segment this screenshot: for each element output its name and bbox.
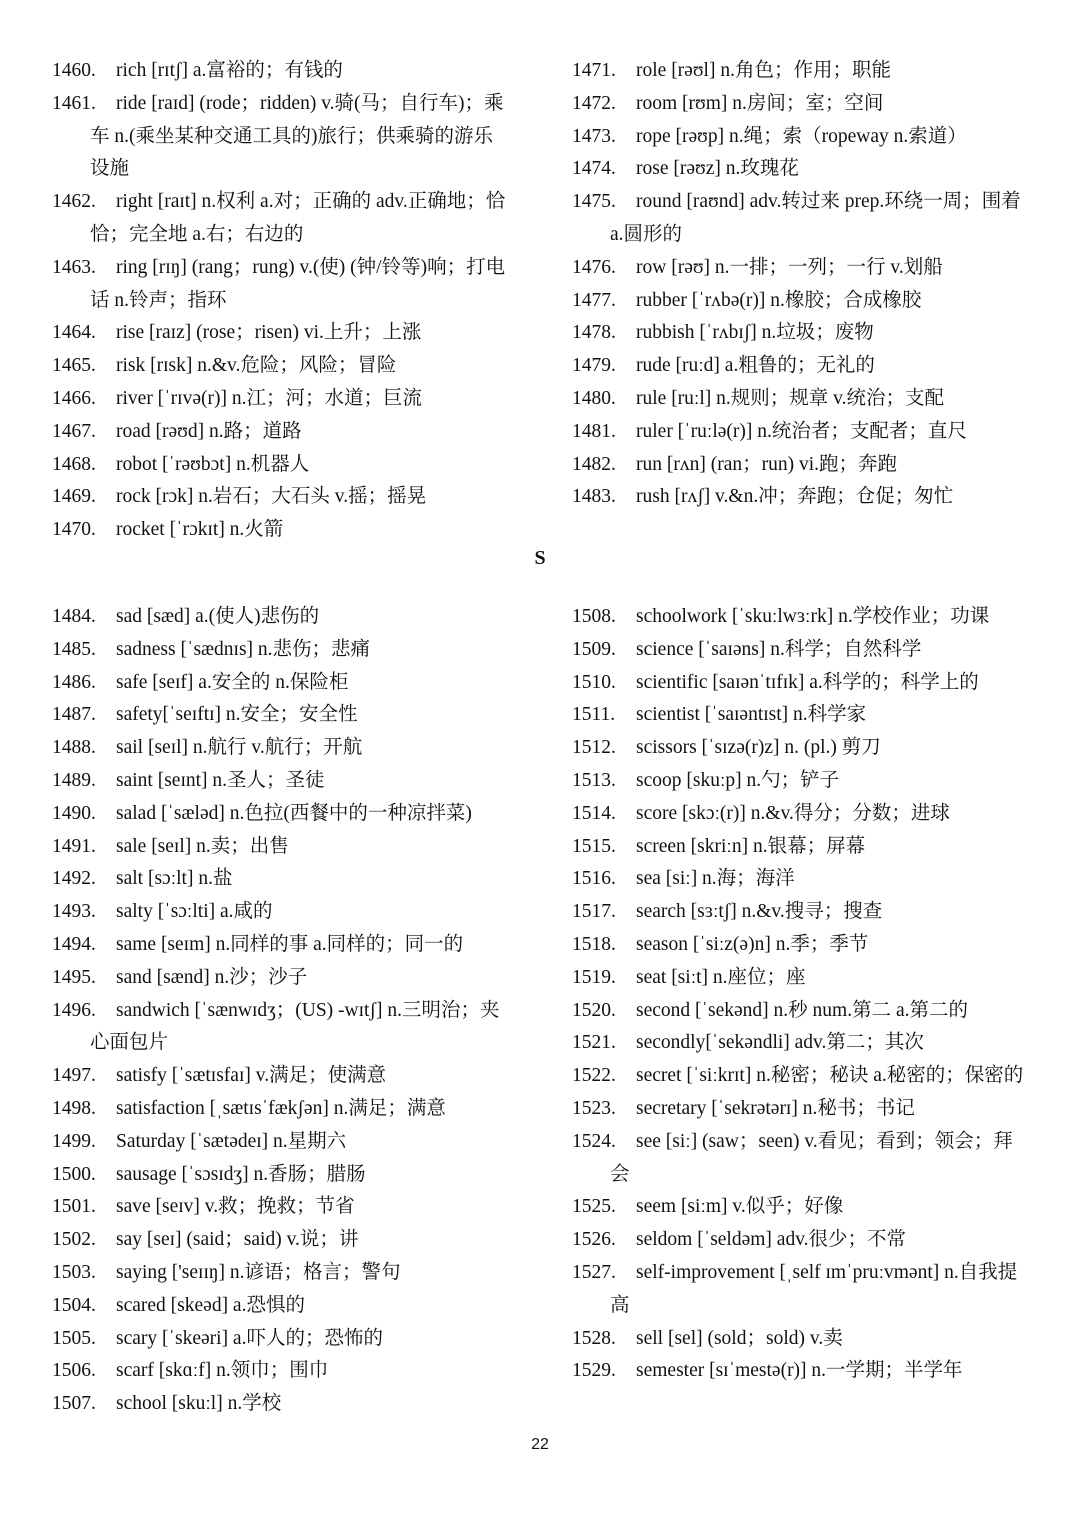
vocab-entry [52,449,512,482]
entry-number: 1519. [572,966,616,988]
bottom-right-column [572,601,1032,1388]
entry-text: sell [sel] (sold；sold) v.卖 [636,1327,843,1349]
vocab-entry [52,1355,512,1388]
entry-text: ring [rɪŋ] (rang；rung) v.(使) (钟/铃等)响；打电话 n.铃声；指环 [90,256,506,311]
entry-number: 1521. [572,1032,616,1054]
vocab-entry [52,186,512,252]
vocab-entry [572,153,1032,186]
entry-number: 1517. [572,901,616,923]
entry-number: 1479. [572,355,616,377]
entry-text: rocket [ˈrɔkɪt] n.火箭 [116,519,284,541]
page-number: 22 [531,1436,549,1453]
entry-number: 1522. [572,1065,616,1087]
entry-number: 1498. [52,1097,96,1119]
vocab-entry [572,55,1032,88]
vocab-entry [52,88,512,186]
vocab-entry [572,831,1032,864]
entry-number: 1472. [572,92,616,114]
entry-number: 1508. [572,606,616,627]
entry-number: 1501. [52,1196,96,1218]
entry-number: 1473. [572,125,616,147]
vocab-entry [52,1290,512,1323]
vocab-entry [52,514,512,547]
vocab-entry [572,929,1032,962]
vocab-entry [52,765,512,798]
entry-number: 1480. [572,387,616,409]
entry-number: 1469. [52,486,96,508]
vocab-entry [52,383,512,416]
entry-number: 1470. [52,519,96,541]
entry-text: secondly[ˈsekəndli] adv.第二；其次 [636,1032,924,1054]
entry-text: road [rəʊd] n.路；道路 [116,420,302,442]
section-heading: S [534,547,546,569]
vocab-entry [572,252,1032,285]
entry-text: saying ['seɪɪŋ] n.谚语；格言；警句 [116,1261,401,1283]
entry-number: 1463. [52,256,96,278]
entry-number: 1496. [52,999,96,1021]
vocab-entry [572,1060,1032,1093]
entry-number: 1486. [52,671,96,693]
entry-text: scarf [skɑːf] n.领巾；围巾 [116,1360,329,1382]
entry-text: river [ˈrɪvə(r)] n.江；河；水道；巨流 [116,387,422,409]
entry-text: ruler [ˈruːlə(r)] n.统治者；支配者；直尺 [636,420,967,442]
entry-number: 1466. [52,387,96,409]
entry-text: see [siː] (saw；seen) v.看见；看到；领会；拜会 [610,1130,1013,1185]
vocab-entry [572,416,1032,449]
vocab-entry [52,863,512,896]
vocab-entry [52,1224,512,1257]
entry-text: seem [siːm] v.似乎；好像 [636,1196,844,1218]
entry-text: round [raʊnd] adv.转过来 prep.环绕一周；围着 a.圆形的 [610,191,1021,245]
vocab-entry [52,416,512,449]
entry-text: second [ˈsekənd] n.秒 num.第二 a.第二的 [636,999,968,1021]
entry-text: seldom [ˈseldəm] adv.很少；不常 [636,1229,907,1251]
entry-text: sausage [ˈsɔsɪdʒ] n.香肠；腊肠 [116,1163,366,1185]
vocab-entry [572,285,1032,318]
entry-number: 1527. [572,1261,616,1283]
entry-text: scared [skeəd] a.恐惧的 [116,1294,305,1316]
entry-text: rude [ruːd] a.粗鲁的；无礼的 [636,355,875,377]
entry-text: salty [ˈsɔːlti] a.咸的 [116,901,273,923]
vocab-entry [52,634,512,667]
vocab-entry [572,481,1032,514]
vocab-entry [52,798,512,831]
vocab-entry [572,699,1032,732]
vocab-entry [52,962,512,995]
entry-number: 1506. [52,1360,96,1382]
entry-number: 1475. [572,191,616,213]
vocab-entry [52,317,512,350]
entry-text: secret [ˈsiːkrɪt] n.秘密；秘诀 a.秘密的；保密的 [636,1065,1024,1087]
entry-text: scissors [ˈsɪzə(r)z] n. (pl.) 剪刀 [636,737,881,759]
entry-text: self-improvement [ˌself ɪmˈpruːvmənt] n.自我提高 [610,1261,1018,1316]
entry-number: 1462. [52,191,96,213]
vocab-entry [572,350,1032,383]
vocab-entry [572,1093,1032,1126]
vocab-entry [572,1224,1032,1257]
entry-text: salt [sɔːlt] n.盐 [116,868,233,890]
vocab-entry [572,449,1032,482]
top-right-column [572,55,1032,514]
vocab-entry [572,1257,1032,1323]
entry-number: 1477. [572,289,616,311]
vocab-entry [572,962,1032,995]
vocab-entry [52,1126,512,1159]
vocab-entry [572,1355,1032,1388]
entry-number: 1528. [572,1327,616,1349]
entry-number: 1499. [52,1130,96,1152]
vocab-entry [572,798,1032,831]
entry-text: satisfy [ˈsætɪsfaɪ] v.满足；使满意 [116,1065,387,1087]
entry-text: sand [sænd] n.沙；沙子 [116,966,308,988]
vocab-entry [52,252,512,318]
entry-number: 1493. [52,901,96,923]
entry-number: 1465. [52,355,96,377]
entry-number: 1515. [572,835,616,857]
vocab-entry [572,1323,1032,1356]
entry-number: 1504. [52,1294,96,1316]
entry-number: 1497. [52,1065,96,1087]
vocab-entry [572,1027,1032,1060]
entry-number: 1495. [52,966,96,988]
entry-text: risk [rɪsk] n.&v.危险；风险；冒险 [116,355,397,377]
vocab-entry [572,634,1032,667]
entry-text: season [ˈsiːz(ə)n] n.季；季节 [636,933,869,955]
entry-number: 1492. [52,868,96,890]
entry-text: rush [rʌʃ] v.&n.冲；奔跑；仓促；匆忙 [636,486,954,508]
entry-number: 1514. [572,802,616,824]
entry-text: rock [rɔk] n.岩石；大石头 v.摇；摇晃 [116,486,427,508]
entry-text: satisfaction [ˌsætɪsˈfækʃən] n.满足；满意 [116,1097,446,1119]
vocab-entry [52,481,512,514]
entry-number: 1484. [52,606,96,627]
entry-text: search [sɜːtʃ] n.&v.搜寻；搜查 [636,901,883,923]
entry-number: 1467. [52,420,96,442]
entry-number: 1500. [52,1163,96,1185]
entry-number: 1516. [572,868,616,890]
entry-number: 1476. [572,256,616,278]
entry-text: semester [sɪˈmestə(r)] n.一学期；半学年 [636,1360,963,1382]
entry-number: 1509. [572,638,616,660]
entry-text: seat [siːt] n.座位；座 [636,966,806,988]
vocab-entry [52,1388,512,1421]
entry-text: say [seɪ] (said；said) v.说；讲 [116,1229,359,1251]
vocab-entry [52,350,512,383]
vocab-entry [572,896,1032,929]
vocab-entry [52,831,512,864]
entry-number: 1488. [52,737,96,759]
entry-text: rise [raɪz] (rose；risen) vi.上升；上涨 [116,322,422,344]
vocab-entry [572,765,1032,798]
entry-text: sadness [ˈsædnɪs] n.悲伤；悲痛 [116,638,371,660]
vocab-entry [52,1191,512,1224]
entry-text: rule [ruːl] n.规则；规章 v.统治；支配 [636,387,944,409]
entry-number: 1523. [572,1097,616,1119]
bottom-left-column [52,601,512,1421]
entry-text: scientific [saɪənˈtɪfɪk] a.科学的；科学上的 [636,671,979,693]
entry-text: ride [raɪd] (rode；ridden) v.骑(马；自行车)；乘车 n.(乘坐某种交通工具的)旅行；供乘骑的游乐设施 [90,92,504,180]
entry-number: 1529. [572,1360,616,1382]
entry-text: rope [rəʊp] n.绳；索（ropeway n.索道） [636,125,967,147]
entry-text: sandwich [ˈsænwɪdʒ；(US) -wɪtʃ] n.三明治；夹心面包片 [90,999,500,1054]
vocab-entry [572,667,1032,700]
entry-number: 1518. [572,933,616,955]
entry-text: rubber [ˈrʌbə(r)] n.橡胶；合成橡胶 [636,289,922,311]
vocab-entry [572,601,1032,634]
entry-number: 1461. [52,92,96,114]
entry-text: run [rʌn] (ran；run) vi.跑；奔跑 [636,453,898,475]
entry-number: 1482. [572,453,616,475]
vocab-entry [572,88,1032,121]
entry-text: saint [seɪnt] n.圣人；圣徒 [116,769,325,791]
entry-text: rich [rɪtʃ] a.富裕的；有钱的 [116,60,343,81]
entry-text: scoop [skuːp] n.勺；铲子 [636,769,840,791]
vocab-entry [572,383,1032,416]
entry-text: Saturday [ˈsætədeɪ] n.星期六 [116,1130,347,1152]
entry-text: safe [seɪf] a.安全的 n.保险柜 [116,671,349,693]
entry-text: same [seɪm] n.同样的事 a.同样的；同一的 [116,933,464,955]
entry-text: rubbish [ˈrʌbɪʃ] n.垃圾；废物 [636,322,874,344]
vocab-entry [572,1126,1032,1192]
entry-number: 1460. [52,60,96,81]
entry-number: 1525. [572,1196,616,1218]
vocab-entry [572,1191,1032,1224]
entry-number: 1526. [572,1229,616,1251]
entry-text: schoolwork [ˈskuːlwɜːrk] n.学校作业；功课 [636,606,990,627]
entry-number: 1464. [52,322,96,344]
vocab-entry [572,186,1032,252]
entry-text: score [skɔː(r)] n.&v.得分；分数；进球 [636,802,950,824]
entry-text: science [ˈsaɪəns] n.科学；自然科学 [636,638,922,660]
vocab-entry [572,317,1032,350]
entry-number: 1474. [572,158,616,180]
entry-text: safety[ˈseɪftɪ] n.安全；安全性 [116,704,358,726]
vocab-entry [52,667,512,700]
entry-text: scientist [ˈsaɪəntɪst] n.科学家 [636,704,867,726]
entry-text: save [seɪv] v.救；挽救；节省 [116,1196,355,1218]
entry-number: 1520. [572,999,616,1021]
entry-text: school [skuːl] n.学校 [116,1393,282,1415]
entry-number: 1507. [52,1393,96,1415]
vocab-entry [52,929,512,962]
entry-text: right [raɪt] n.权利 a.对；正确的 adv.正确地；恰恰；完全地 a.右；右边的 [90,191,506,245]
entry-number: 1494. [52,933,96,955]
vocab-entry [52,896,512,929]
entry-number: 1481. [572,420,616,442]
entry-number: 1511. [572,704,616,726]
vocab-entry [52,995,512,1061]
entry-number: 1478. [572,322,616,344]
entry-text: robot [ˈrəʊbɔt] n.机器人 [116,453,310,475]
entry-text: salad [ˈsæləd] n.色拉(西餐中的一种凉拌菜) [116,802,472,824]
vocab-entry [52,699,512,732]
entry-number: 1489. [52,769,96,791]
entry-text: role [rəʊl] n.角色；作用；职能 [636,60,891,81]
entry-text: row [rəʊ] n.一排；一列；一行 v.划船 [636,256,943,278]
entry-number: 1491. [52,835,96,857]
vocab-entry [52,55,512,88]
entry-number: 1524. [572,1130,616,1152]
entry-number: 1503. [52,1261,96,1283]
vocab-entry [572,732,1032,765]
top-left-column [52,55,512,547]
entry-number: 1512. [572,737,616,759]
entry-number: 1490. [52,802,96,824]
entry-text: sale [seɪl] n.卖；出售 [116,835,289,857]
entry-text: screen [skriːn] n.银幕；屏幕 [636,835,866,857]
vocab-entry [52,601,512,634]
entry-number: 1483. [572,486,616,508]
vocab-entry [52,732,512,765]
entry-number: 1485. [52,638,96,660]
entry-text: rose [rəʊz] n.玫瑰花 [636,158,799,180]
entry-text: scary [ˈskeəri] a.吓人的；恐怖的 [116,1327,383,1349]
vocab-entry [52,1093,512,1126]
vocab-entry [572,121,1032,154]
vocab-entry [572,863,1032,896]
entry-text: sad [sæd] a.(使人)悲伤的 [116,606,320,627]
entry-text: secretary [ˈsekrətərɪ] n.秘书；书记 [636,1097,915,1119]
entry-number: 1471. [572,60,616,81]
entry-number: 1513. [572,769,616,791]
entry-number: 1505. [52,1327,96,1349]
vocab-entry [52,1323,512,1356]
vocab-entry [52,1060,512,1093]
entry-text: sail [seɪl] n.航行 v.航行；开航 [116,737,363,759]
vocab-entry [52,1159,512,1192]
entry-number: 1502. [52,1229,96,1251]
entry-text: room [rʊm] n.房间；室；空间 [636,92,884,114]
vocab-entry [52,1257,512,1290]
entry-number: 1510. [572,671,616,693]
entry-text: sea [siː] n.海；海洋 [636,868,795,890]
vocab-entry [572,995,1032,1028]
entry-number: 1487. [52,704,96,726]
entry-number: 1468. [52,453,96,475]
